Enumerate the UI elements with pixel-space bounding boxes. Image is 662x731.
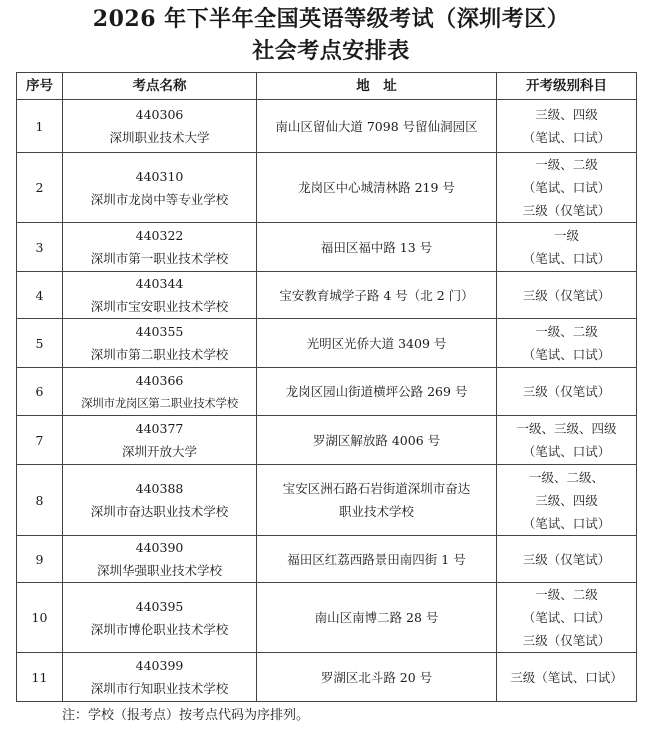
site-code: 440377	[135, 421, 184, 436]
exam-site-table	[16, 72, 637, 702]
levels-cell	[497, 653, 637, 702]
levels-cell	[497, 416, 637, 465]
levels-cell	[497, 223, 637, 272]
table-row	[17, 100, 637, 153]
level-line: 一级、三级、四级	[516, 421, 617, 436]
site-name: 深圳市龙岗区第二职业技术学校	[81, 395, 238, 410]
site-code: 440388	[135, 481, 184, 496]
table-row	[17, 272, 637, 319]
site-code: 440310	[135, 168, 184, 184]
table-row	[17, 653, 637, 702]
header-site-name: 考点名称	[63, 73, 257, 100]
row-number: 2	[17, 153, 63, 223]
page-title-line1: 2026 年下半年全国英语等级考试（深圳考区）	[92, 6, 570, 32]
header-levels: 开考级别科目	[497, 73, 637, 100]
footnote: 注：学校（报考点）按考点代码为序排列。	[62, 708, 310, 723]
address-cell	[257, 465, 497, 536]
site-name-cell	[63, 153, 257, 223]
levels-cell	[497, 368, 637, 416]
level-line: 三级、四级	[535, 107, 598, 122]
site-code: 440399	[135, 658, 184, 673]
address-cell	[257, 583, 497, 653]
site-name: 深圳市宝安职业技术学校	[90, 299, 229, 314]
table-row	[17, 223, 637, 272]
levels-cell	[497, 319, 637, 368]
level-line: 一级、二级	[535, 324, 598, 339]
address-line: 罗湖区解放路 4006 号	[312, 432, 441, 448]
site-name: 深圳市博伦职业技术学校	[90, 621, 229, 637]
level-line: （笔试、口试）	[522, 515, 611, 531]
level-line: （笔试、口试）	[522, 347, 611, 362]
row-number: 5	[17, 319, 63, 368]
site-code: 440390	[135, 540, 184, 555]
levels-cell	[497, 272, 637, 319]
row-number: 3	[17, 223, 63, 272]
table-row	[17, 319, 637, 368]
address-line: 福田区福中路 13 号	[320, 239, 433, 255]
site-code: 440344	[135, 276, 184, 291]
levels-cell	[497, 583, 637, 653]
level-line: 三级（笔试、口试）	[510, 669, 623, 685]
row-number: 10	[17, 583, 63, 653]
level-line: 一级、二级、	[528, 469, 604, 485]
level-line: 三级（仅笔试）	[522, 633, 611, 648]
address-line: 龙岗区园山街道横坪公路 269 号	[285, 384, 468, 399]
address-cell	[257, 319, 497, 368]
level-line: 三级（仅笔试）	[522, 203, 611, 218]
row-number: 7	[17, 416, 63, 465]
level-line: 三级（仅笔试）	[522, 551, 611, 567]
site-name-cell	[63, 100, 257, 153]
row-number: 1	[17, 100, 63, 153]
address-cell	[257, 272, 497, 319]
site-name-cell	[63, 465, 257, 536]
levels-cell	[497, 153, 637, 223]
address-line: 龙岗区中心城清林路 219 号	[298, 180, 455, 195]
site-code: 440395	[135, 598, 184, 614]
address-cell	[257, 223, 497, 272]
site-code: 440306	[135, 107, 184, 122]
levels-cell	[497, 536, 637, 583]
address-line: 光明区光侨大道 3409 号	[306, 335, 447, 351]
site-name-cell	[63, 583, 257, 653]
level-line: 一级	[553, 228, 579, 243]
address-line: 宝安教育城学子路 4 号（北 2 门）	[279, 287, 474, 303]
address-line: 宝安区洲石路石岩街道深圳市奋达	[282, 481, 471, 496]
page-title-line2: 社会考点安排表	[252, 38, 410, 64]
level-line: （笔试、口试）	[522, 130, 611, 145]
site-name-cell	[63, 223, 257, 272]
row-number: 11	[17, 653, 63, 702]
site-code: 440322	[135, 228, 184, 243]
level-line: （笔试、口试）	[522, 180, 611, 195]
table-row	[17, 416, 637, 465]
site-name: 深圳市龙岗中等专业学校	[90, 191, 229, 207]
table-row	[17, 465, 637, 536]
site-name: 深圳市行知职业技术学校	[90, 681, 229, 696]
address-cell	[257, 416, 497, 465]
site-name: 深圳市第二职业技术学校	[90, 347, 229, 362]
table-row	[17, 368, 637, 416]
table-header-row	[17, 73, 637, 100]
site-name: 深圳市第一职业技术学校	[90, 251, 229, 266]
row-number: 8	[17, 465, 63, 536]
site-name: 深圳华强职业技术学校	[96, 563, 222, 578]
header-address: 地 址	[257, 73, 497, 100]
address-line: 南山区南博二路 28 号	[314, 610, 439, 625]
address-line: 职业技术学校	[338, 504, 414, 519]
row-number: 4	[17, 272, 63, 319]
site-code: 440355	[135, 324, 184, 339]
address-cell	[257, 100, 497, 153]
site-name-cell	[63, 272, 257, 319]
address-line: 南山区留仙大道 7098 号留仙洞园区	[275, 118, 478, 134]
table-row	[17, 583, 637, 653]
level-line: 三级（仅笔试）	[522, 384, 611, 399]
site-code: 440366	[135, 372, 184, 388]
address-cell	[257, 368, 497, 416]
levels-cell	[497, 100, 637, 153]
address-cell	[257, 153, 497, 223]
site-name: 深圳市奋达职业技术学校	[90, 504, 229, 519]
address-line: 福田区红荔西路景田南四街 1 号	[287, 551, 466, 567]
level-line: 一级、二级	[535, 587, 598, 602]
row-number: 9	[17, 536, 63, 583]
site-name-cell	[63, 416, 257, 465]
table-body	[17, 100, 637, 702]
table-row	[17, 536, 637, 583]
level-line: （笔试、口试）	[522, 610, 611, 625]
site-name: 深圳职业技术大学	[109, 130, 210, 145]
row-number: 6	[17, 368, 63, 416]
level-line: 三级（仅笔试）	[522, 287, 611, 303]
level-line: （笔试、口试）	[522, 251, 611, 266]
level-line: 一级、二级	[535, 157, 598, 172]
site-name-cell	[63, 319, 257, 368]
site-name-cell	[63, 368, 257, 416]
header-number: 序号	[17, 73, 63, 100]
address-line: 罗湖区北斗路 20 号	[320, 669, 433, 685]
address-cell	[257, 536, 497, 583]
site-name: 深圳开放大学	[121, 444, 197, 459]
address-cell	[257, 653, 497, 702]
site-name-cell	[63, 536, 257, 583]
level-line: 三级、四级	[535, 492, 598, 508]
site-name-cell	[63, 653, 257, 702]
levels-cell	[497, 465, 637, 536]
table-row	[17, 153, 637, 223]
level-line: （笔试、口试）	[522, 444, 611, 459]
